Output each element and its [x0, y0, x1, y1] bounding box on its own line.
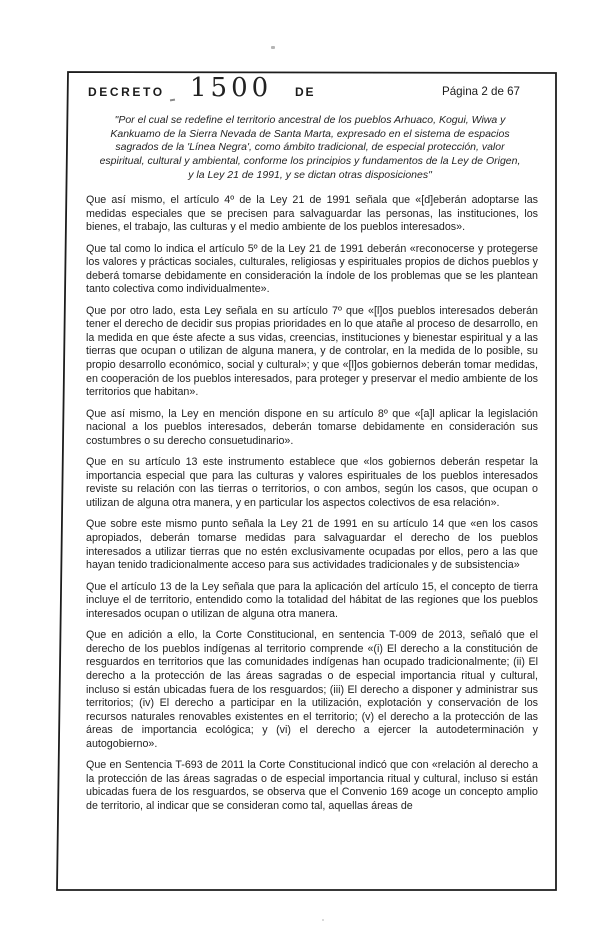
decree-title-line: y la Ley 21 de 1991, y se dictan otras disposiciones" [188, 168, 432, 181]
paragraph: Que en adición a ello, la Corte Constitucional, en sentencia T-009 de 2013, señaló que el derecho de los pueblos indígenas al territorio comprende «(i) El derecho a la constitución de resguardos en territorios que las comunidades indígenas han ocupado tradicionalmente; (ii) El derecho a la protección de las áreas sagradas o de especial importancia ritual y cultural, incluso si están ubicadas fuera de los resguardos; (iii) El derecho a disponer y administrar sus territorios; (iv) El derecho a participar en la utilización, explotación y conservación de los recursos naturales renovables existentes en el territorio; (v) el derecho a la protección de las áreas de importancia ecológica; y (vi) el derecho a ejercer la autodeterminación y autogobierno». [86, 629, 538, 750]
scan-dust-speck [271, 46, 275, 49]
paragraph: Que en su artículo 13 este instrumento establece que «los gobiernos deberán respetar la importancia especial que para las culturas y valores espirituales de los pueblos interesados reviste su relación con las tierras o territorios, o con ambos, según los casos, que ocupan o utilizan de alguna otra manera, y en particular los aspectos colectivos de esa relación». [86, 456, 538, 509]
decree-title [70, 114, 550, 183]
paragraph: Que así mismo, la Ley en mención dispone en su artículo 8º que «[a]l aplicar la legislación nacional a los pueblos interesados, deberán tomarse debidamente en consideración sus costumbres o su derecho consuetudinario». [86, 407, 538, 447]
decree-label: DECRETO [88, 85, 165, 99]
decree-title-line: sagrados de la 'Línea Negra', como ámbito tradicional, de especial protección, valor [115, 141, 505, 154]
decree-number-stamp: 1500 [190, 73, 273, 103]
scan-dust-speck [322, 919, 324, 921]
decree-title-line: espiritual, cultural y ambiental, conforme los principios y fundamentos de la Ley de Origen, [99, 155, 521, 168]
paragraph: Que el artículo 13 de la Ley señala que para la aplicación del artículo 15, el concepto de tierra incluye el de territorio, entendido como la totalidad del hábitat de las regiones que los pueblos interesados ocupan o utilizan de alguna otra manera. [86, 580, 538, 620]
decree-title-line: Kankuamo de la Sierra Nevada de Santa Marta, expresado en el sistema de espacios [110, 127, 510, 140]
decree-body [86, 194, 538, 821]
decree-of-label: DE [295, 85, 316, 99]
paragraph: Que así mismo, el artículo 4º de la Ley 21 de 1991 señala que «[d]eberán adoptarse las medidas especiales que se precisen para salvaguardar las personas, las instituciones, los bienes, el trabajo, las culturas y el medio ambiente de los pueblos interesados». [86, 194, 538, 234]
paragraph: Que tal como lo indica el artículo 5º de la Ley 21 de 1991 deberán «reconocerse y protegerse los valores y prácticas sociales, culturales, religiosas y espirituales propios de dichos pueblos y deberá tomarse debidamente en consideración la índole de los problemas que se les plantean tanto colectiva como individualmente». [86, 242, 538, 296]
paragraph: Que por otro lado, esta Ley señala en su artículo 7º que «[l]os pueblos interesados deberán tener el derecho de decidir sus propias prioridades en lo que atañe al proceso de desarrollo, en la medida en que éste afecte a sus vidas, creencias, instituciones y bienestar espiritual y a las tierras que ocupan o utilizan de alguna manera, y de controlar, en la medida de lo posible, su propio desarrollo económico, social y cultural»; y que «[l]os gobiernos deberán tomar medidas, en cooperación de los pueblos interesados, para proteger y preservar el medio ambiente de los territorios que habitan». [86, 304, 538, 399]
page-indicator: Página 2 de 67 [442, 85, 521, 98]
paragraph: Que sobre este mismo punto señala la Ley 21 de 1991 en su artículo 14 que «en los casos apropiados, deberán tomarse medidas para salvaguardar el derecho de los pueblos interesados a utilizar tierras que no estén exclusivamente ocupadas por ellos, pero a las que hayan tenido tradicionalmente acceso para sus actividades tradicionales y de subsistencia» [86, 518, 538, 572]
paragraph: Que en Sentencia T-693 de 2011 la Corte Constitucional indicó que con «relación al derecho a la protección de las áreas sagradas o de especial importancia ritual y cultural, incluso si están ubicadas fuera de los resguardos, se observa que el Convenio 169 acoge un concepto amplio de territorio, al indicar que se consideran como tal, aquellas áreas de [86, 759, 538, 812]
decree-title-line: "Por el cual se redefine el territorio ancestral de los pueblos Arhuaco, Kogui, Wiwa y [114, 114, 506, 126]
